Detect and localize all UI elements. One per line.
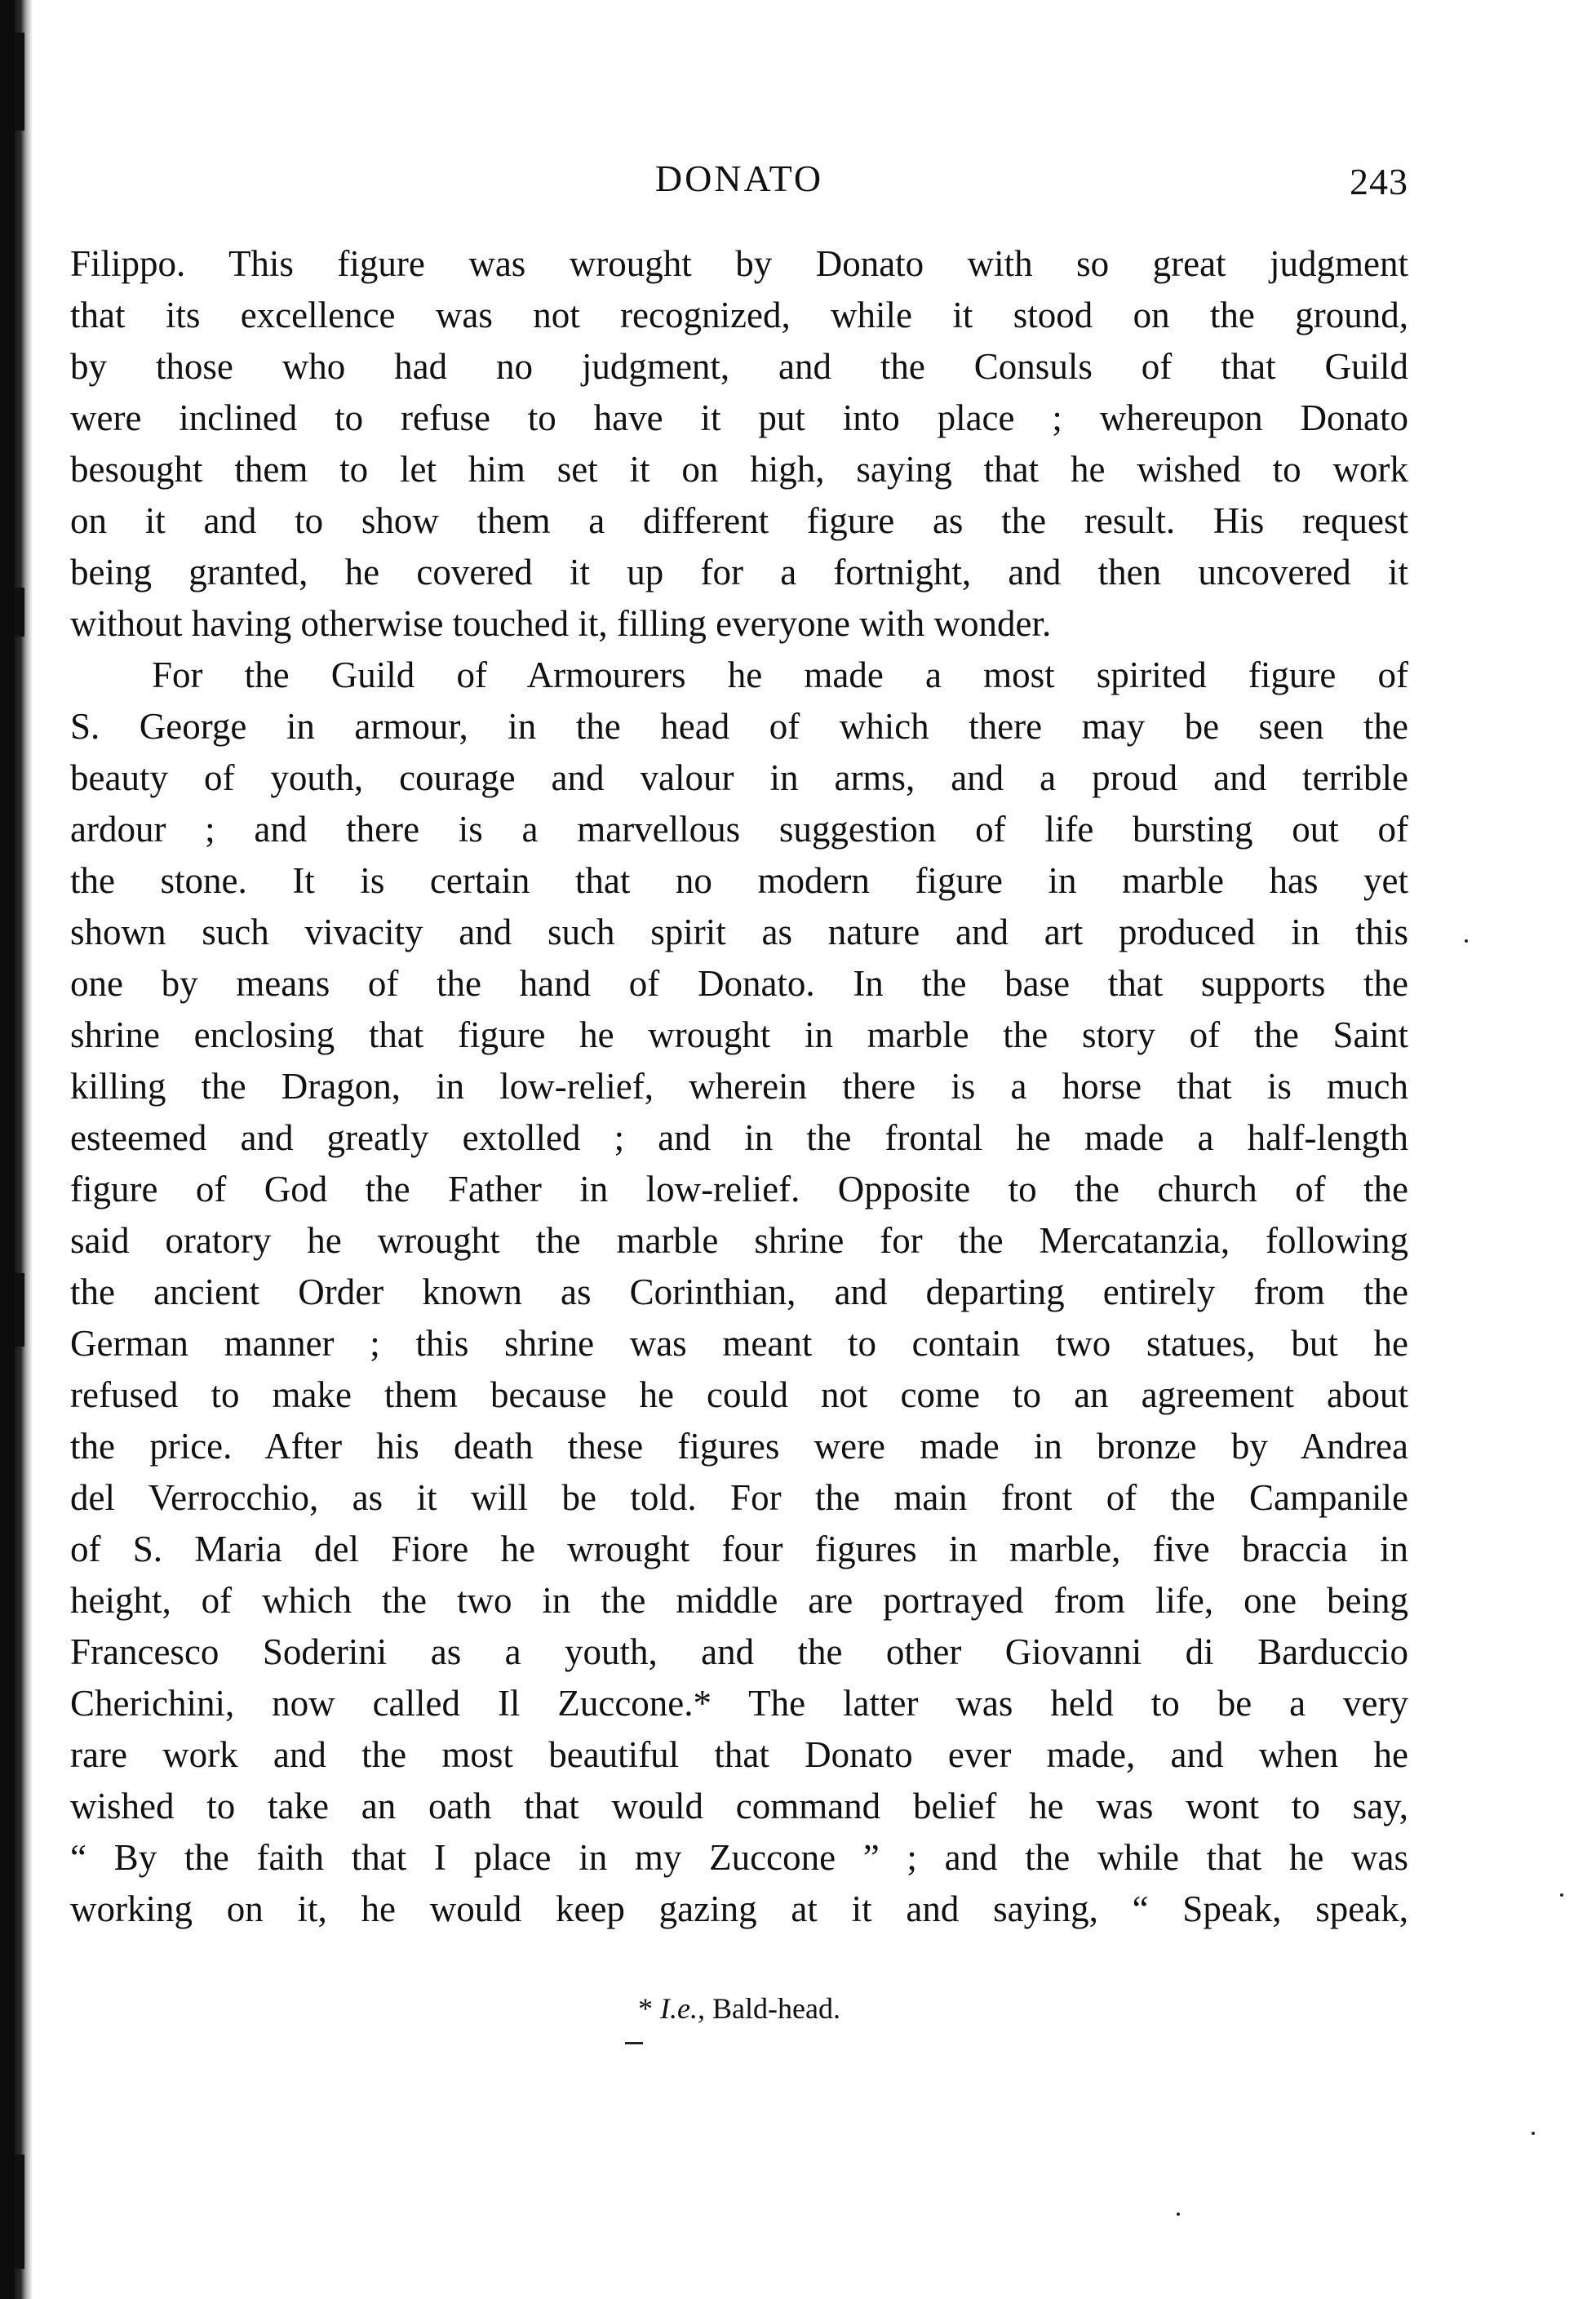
text-line: rare work and the most beautiful that Donato ever made, and when he	[70, 1734, 1408, 1775]
text-line: shown such vivacity and such spirit as nature and art produced in this	[70, 912, 1408, 952]
text-line: shrine enclosing that figure he wrought in marble the story of the Saint	[70, 1014, 1408, 1055]
text-line: that its excellence was not recognized, while it stood on the ground,	[70, 295, 1408, 335]
text-line: Francesco Soderini as a youth, and the other Giovanni di Barduccio	[70, 1631, 1408, 1672]
binding-notch	[15, 2155, 24, 2269]
text-line: esteemed and greatly extolled ; and in the frontal he made a half-length	[70, 1117, 1408, 1158]
text-line: figure of God the Father in low-relief. Opposite to the church of the	[70, 1169, 1408, 1209]
text-line: by those who had no judgment, and the Consuls of that Guild	[70, 346, 1408, 387]
text-line: del Verrocchio, as it will be told. For the main front of the Campanile	[70, 1477, 1408, 1518]
paper-speck	[1177, 2212, 1180, 2216]
page-number: 243	[1350, 161, 1408, 202]
footnote-text: Bald-head.	[712, 1992, 840, 2025]
body-text	[70, 238, 1408, 1935]
text-line: the ancient Order known as Corinthian, and departing entirely from the	[70, 1272, 1408, 1312]
footnote	[70, 1991, 1408, 2026]
paper-speck	[1465, 939, 1468, 943]
text-line: being granted, he covered it up for a fortnight, and then uncovered it	[70, 552, 1408, 593]
text-line: For the Guild of Armourers he made a most spirited figure of	[152, 655, 1408, 695]
text-line: one by means of the hand of Donato. In the base that supports the	[70, 963, 1408, 1004]
text-line: refused to make them because he could not come to an agreement about	[70, 1374, 1408, 1415]
footnote-dash	[625, 2042, 643, 2044]
text-line: wished to take an oath that would command belief he was wont to say,	[70, 1786, 1408, 1826]
text-line: beauty of youth, courage and valour in arms, and a proud and terrible	[70, 757, 1408, 798]
text-line: the stone. It is certain that no modern figure in marble has yet	[70, 860, 1408, 901]
binding-shadow	[15, 0, 33, 2299]
text-line: of S. Maria del Fiore he wrought four figures in marble, five braccia in	[70, 1529, 1408, 1569]
text-line: “ By the faith that I place in my Zuccone ” ; and the while that he was	[70, 1837, 1408, 1878]
text-line: Filippo. This figure was wrought by Donato with so great judgment	[70, 243, 1408, 284]
text-line: S. George in armour, in the head of which there may be seen the	[70, 706, 1408, 747]
text-line: were inclined to refuse to have it put into place ; whereupon Donato	[70, 397, 1408, 438]
text-line: besought them to let him set it on high, saying that he wished to work	[70, 449, 1408, 490]
text-line: without having otherwise touched it, filling everyone with wonder.	[70, 603, 1052, 644]
footnote-marker: *	[638, 1992, 654, 2025]
footnote-abbreviation: I.e.,	[660, 1992, 706, 2025]
text-line: German manner ; this shrine was meant to contain two statues, but he	[70, 1323, 1408, 1364]
binding-notch	[15, 33, 24, 131]
text-line: height, of which the two in the middle are portrayed from life, one being	[70, 1580, 1408, 1621]
running-title: DONATO	[654, 158, 824, 199]
text-line: working on it, he would keep gazing at it and saying, “ Speak, speak,	[70, 1888, 1408, 1929]
binding-notch	[15, 588, 24, 637]
text-line: the price. After his death these figures were made in bronze by Andrea	[70, 1426, 1408, 1467]
running-head	[70, 157, 1408, 206]
binding-edge	[0, 0, 15, 2299]
text-line: ardour ; and there is a marvellous suggestion of life bursting out of	[70, 809, 1408, 850]
paper-speck	[1560, 1893, 1563, 1897]
text-line: killing the Dragon, in low-relief, wherein there is a horse that is much	[70, 1066, 1408, 1107]
text-line: said oratory he wrought the marble shrine for the Mercatanzia, following	[70, 1220, 1408, 1261]
text-line: on it and to show them a different figure as the result. His request	[70, 500, 1408, 541]
binding-notch	[15, 1273, 24, 1347]
paper-speck	[1532, 2132, 1535, 2135]
text-line: Cherichini, now called Il Zuccone.* The latter was held to be a very	[70, 1683, 1408, 1724]
